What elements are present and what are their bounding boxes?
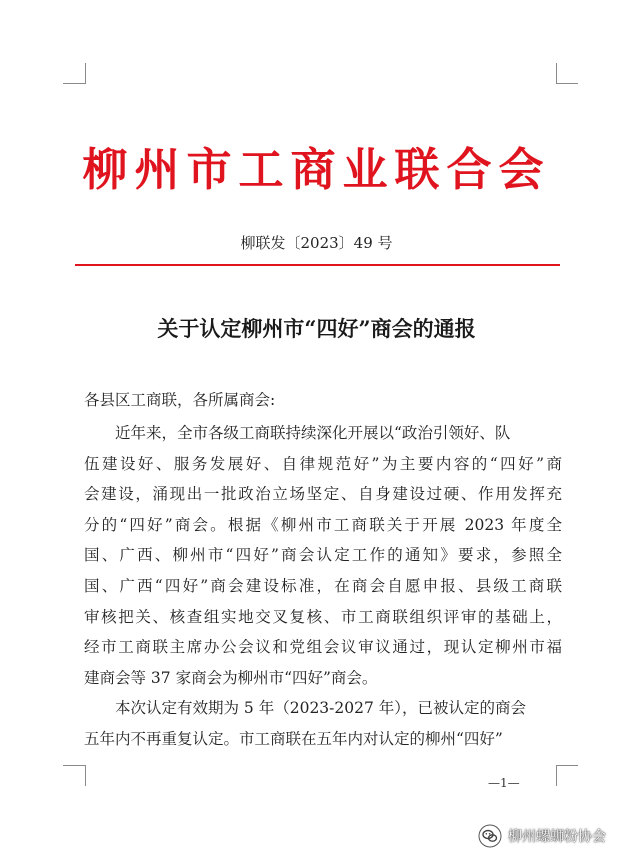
crop-mark-bottom-left-v (85, 765, 86, 786)
watermark-text: 柳州螺蛳粉协会 (508, 829, 606, 845)
body-line: 国、广西、柳州市“四好”商会认定工作的通知》要求，参照全 (84, 546, 562, 565)
crop-mark-top-right-v (556, 63, 557, 84)
crop-mark-top-right-h (556, 83, 578, 84)
page-number: —1— (488, 776, 520, 790)
crop-mark-top-left-h (63, 83, 85, 84)
body-line: 近年来，全市各级工商联持续深化开展以“政治引领好、队 (115, 424, 511, 442)
salutation: 各县区工商联，各所属商会: (84, 391, 276, 409)
crop-mark-top-left-v (85, 63, 86, 84)
wechat-icon (478, 824, 502, 848)
body-line: 分的“四好”商会。根据《柳州市工商联关于开展 2023 年度全 (84, 515, 562, 534)
body-line: 经市工商联主席办公会议和党组会议审议通过，现认定柳州市福 (84, 638, 562, 657)
watermark (478, 824, 606, 848)
body-line: 国、广西“四好”商会建设标准，在商会自愿申报、县级工商联 (84, 576, 562, 595)
crop-mark-bottom-left-h (63, 765, 85, 766)
notice-title: 关于认定柳州市“四好”商会的通报 (157, 316, 476, 341)
body-line: 伍建设好、服务发展好、自律规范好”为主要内容的“四好”商 (84, 454, 562, 473)
body-line: 五年内不再重复认定。市工商联在五年内对认定的柳州“四好” (84, 729, 503, 748)
body-text (84, 418, 562, 755)
body-line: 会建设，涌现出一批政治立场坚定、自身建设过硬、作用发挥充 (84, 485, 562, 504)
body-line: 建商会等 37 家商会为柳州市“四好”商会。 (84, 668, 378, 687)
document-number: 柳联发〔2023〕49 号 (240, 234, 393, 252)
crop-mark-bottom-right-h (556, 765, 578, 766)
body-line: 本次认定有效期为 5 年（2023-2027 年），已被认定的商会 (115, 699, 527, 718)
crop-mark-bottom-right-v (556, 765, 557, 786)
body-line: 审核把关、核查组实地交叉复核、市工商联组织评审的基础上， (84, 607, 562, 626)
red-divider (75, 264, 560, 266)
organization-title: 柳州市工商业联合会 (82, 143, 551, 196)
